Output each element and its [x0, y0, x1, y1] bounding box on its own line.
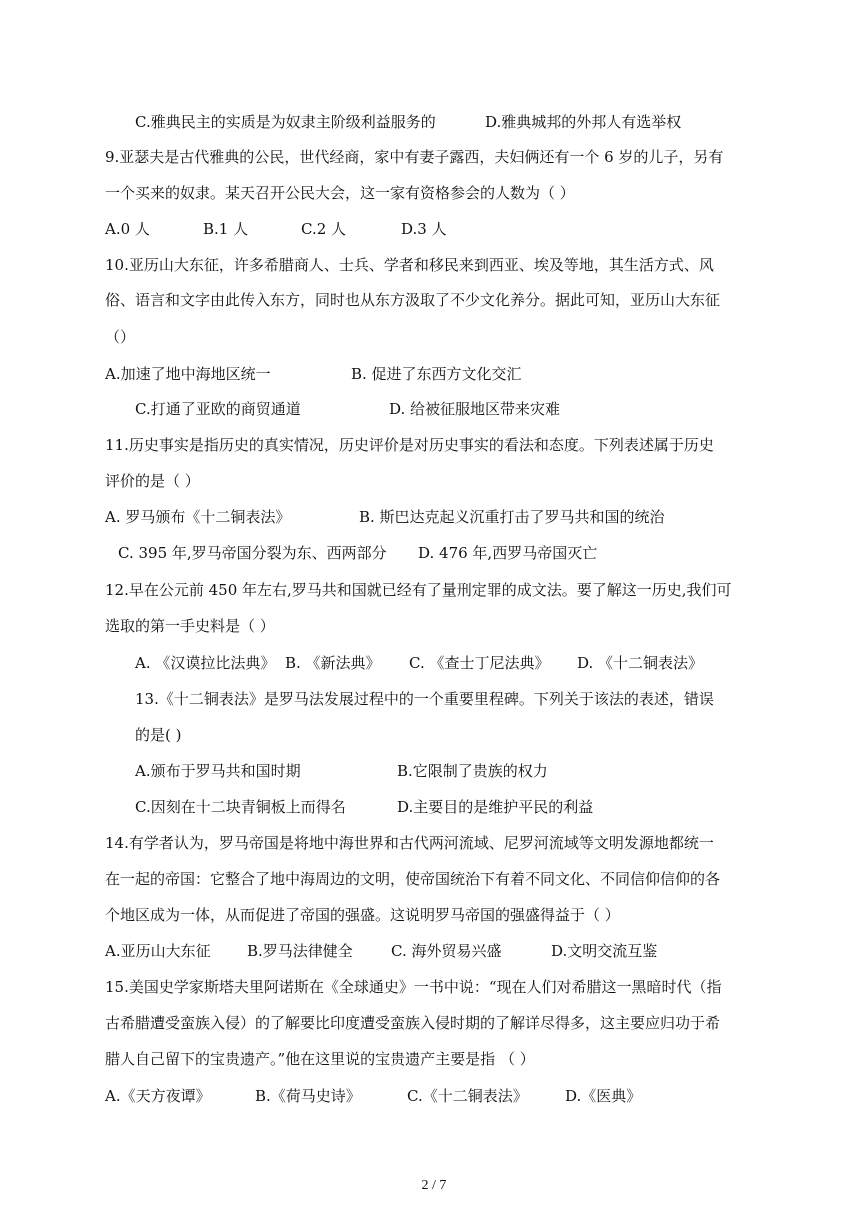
q8-option-d: D.雅典城邦的外邦人有选举权: [485, 113, 682, 131]
q12-stem-line2: 选取的第一手史料是（ ）: [105, 617, 275, 635]
q13-option-a: A.颁布于罗马共和国时期: [135, 762, 301, 780]
q10-stem-line3: （）: [105, 328, 136, 346]
q13-option-d: D.主要目的是维护平民的利益: [397, 798, 594, 816]
q10-option-d: D. 给被征服地区带来灾难: [389, 400, 561, 418]
q11-stem-line1: 11.历史事实是指历史的真实情况，历史评价是对历史事实的看法和态度。下列表述属于历史: [105, 436, 714, 454]
q13-option-b: B.它限制了贵族的权力: [397, 762, 548, 780]
q14-option-c: C. 海外贸易兴盛: [391, 942, 502, 960]
q10-option-b: B. 促进了东西方文化交汇: [351, 365, 522, 383]
q10-stem-line2: 俗、语言和文字由此传入东方，同时也从东方汲取了不少文化养分。据此可知，亚历山大东征: [105, 291, 721, 309]
q13-stem-line1: 13.《十二铜表法》是罗马法发展过程中的一个重要里程碑。下列关于该法的表述，错误: [135, 690, 714, 708]
q15-option-d: D.《医典》: [565, 1087, 642, 1105]
q12-option-c: C. 《查士丁尼法典》: [409, 654, 550, 672]
q9-stem-line2: 一个买来的奴隶。某天召开公民大会，这一家有资格参会的人数为（ ）: [105, 184, 575, 202]
q9-option-b: B.1 人: [203, 220, 249, 238]
q11-option-d: D. 476 年,西罗马帝国灭亡: [418, 544, 598, 562]
q14-option-a: A.亚历山大东征: [105, 942, 211, 960]
q15-stem-line3: 腊人自己留下的宝贵遗产。”他在这里说的宝贵遗产主要是指 （ ）: [105, 1050, 535, 1068]
q13-option-c: C.因刻在十二块青铜板上而得名: [135, 798, 346, 816]
q11-stem-line2: 评价的是（ ）: [105, 472, 200, 490]
q12-option-d: D. 《十二铜表法》: [577, 654, 704, 672]
q9-option-d: D.3 人: [401, 220, 447, 238]
q9-option-c: C.2 人: [301, 220, 347, 238]
q15-stem-line1: 15.美国史学家斯塔夫里阿诺斯在《全球通史》一书中说：“现在人们对希腊这一黑暗时代（指: [105, 978, 722, 996]
q10-stem-line1: 10.亚历山大东征，许多希腊商人、士兵、学者和移民来到西亚、埃及等地，其生活方式、风: [105, 256, 714, 274]
q15-option-b: B.《荷马史诗》: [255, 1087, 361, 1105]
q15-option-a: A.《天方夜谭》: [105, 1087, 211, 1105]
q10-option-a: A.加速了地中海地区统一: [105, 365, 271, 383]
q13-stem-line2: 的是( ): [135, 726, 182, 744]
q14-stem-line2: 在一起的帝国：它整合了地中海周边的文明，使帝国统治下有着不同文化、不同信仰信仰的各: [105, 870, 721, 888]
q15-stem-line2: 古希腊遭受蛮族入侵）的了解要比印度遭受蛮族入侵时期的了解详尽得多，这主要应归功于希: [105, 1014, 721, 1032]
q9-option-a: A.0 人: [105, 220, 150, 238]
q15-option-c: C.《十二铜表法》: [407, 1087, 528, 1105]
q11-option-a: A. 罗马颁布《十二铜表法》: [105, 508, 291, 526]
q9-stem-line1: 9.亚瑟夫是古代雅典的公民，世代经商，家中有妻子露西，夫妇俩还有一个 6 岁的儿子，另有: [105, 148, 724, 166]
q8-option-c: C.雅典民主的实质是为奴隶主阶级利益服务的: [135, 113, 436, 131]
q14-stem-line3: 个地区成为一体，从而促进了帝国的强盛。这说明罗马帝国的强盛得益于（ ）: [105, 906, 620, 924]
q12-stem-line1: 12.早在公元前 450 年左右,罗马共和国就已经有了量刑定罪的成文法。要了解这一历史,我们可: [105, 581, 732, 599]
q14-option-b: B.罗马法律健全: [247, 942, 353, 960]
q12-option-b: B. 《新法典》: [285, 654, 381, 672]
q14-option-d: D.文明交流互鉴: [551, 942, 658, 960]
q11-option-c: C. 395 年,罗马帝国分裂为东、西两部分: [118, 544, 387, 562]
q10-option-c: C.打通了亚欧的商贸通道: [135, 400, 301, 418]
q12-option-a: A. 《汉谟拉比法典》: [135, 654, 276, 672]
q11-option-b: B. 斯巴达克起义沉重打击了罗马共和国的统治: [359, 508, 665, 526]
page-number: 2 / 7: [421, 1178, 447, 1193]
q14-stem-line1: 14.有学者认为，罗马帝国是将地中海世界和古代两河流域、尼罗河流域等文明发源地都统一: [105, 834, 714, 852]
